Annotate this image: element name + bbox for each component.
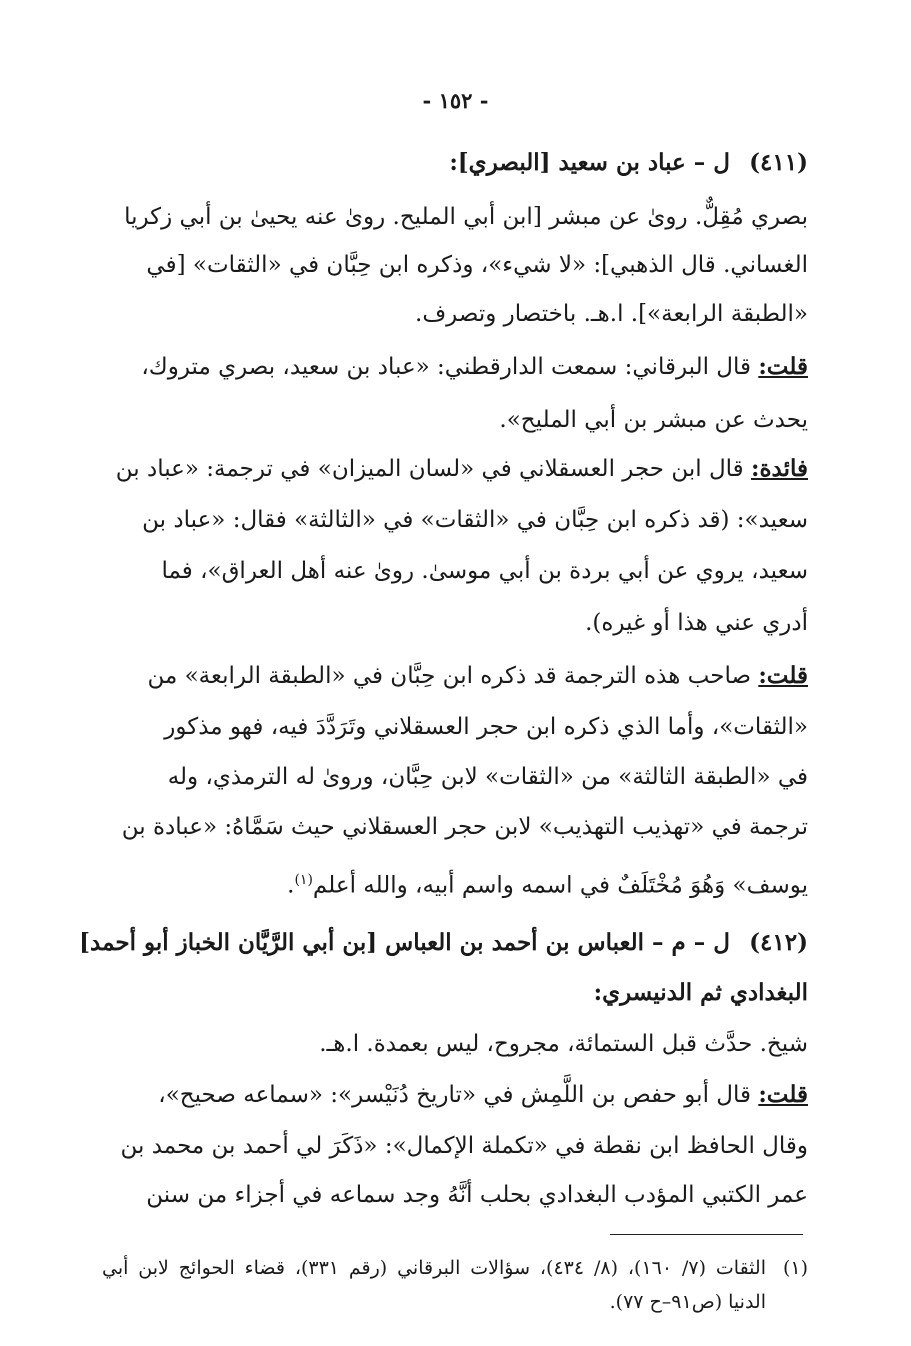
note-text: يوسف» وَهُوَ مُخْتَلَفٌ في اسمه واسم أبيه، والله أعلم	[312, 872, 808, 899]
entry-411-note2-line-2: «الثقات»، وأما الذي ذكره ابن حجر العسقلاني وتَرَدَّدَ فيه، فهو مذكور	[164, 714, 808, 740]
entry-411-faida-line-2: سعيد»: (قد ذكره ابن حِبَّان في «الثقات» في «الثالثة» فقال: «عباد بن	[142, 507, 808, 533]
footnote-separator	[610, 1234, 803, 1235]
entry-412-heading-line-2: البغدادي ثم الدنيسري:	[593, 979, 808, 1006]
note-text: قال أبو حفص بن اللَّمِش في «تاريخ دُنَيْسر»: «سماعه صحيح»،	[158, 1082, 759, 1108]
entry-411-note2-line-5	[180, 860, 808, 900]
entry-411-note2-line-4: ترجمة في «تهذيب التهذيب» لابن حجر العسقلاني حيث سَمَّاهُ: «عبادة بن	[121, 814, 808, 840]
entry-412-number: (٤١٢)	[749, 929, 808, 956]
note-text: صاحب هذه الترجمة قد ذكره ابن حِبَّان في «الطبقة الرابعة» من	[147, 663, 759, 689]
footnote-ref[interactable]: (١)	[294, 872, 313, 888]
entry-411-faida-line-4: أدري عني هذا أو غيره).	[585, 610, 808, 636]
qult-label: قلت:	[758, 353, 808, 380]
entry-412-title: ل – م – العباس بن أحمد بن العباس [بن أبي الرَّيَّان الخباز أبو أحمد]	[79, 929, 730, 956]
entry-411-note2-line-1	[147, 656, 808, 696]
entry-411-title: ل – عباد بن سعيد [البصري]:	[449, 149, 730, 176]
entry-412-line-1: شيخ. حدَّث قبل الستمائة، مجروح، ليس بعمدة. ا.هـ.	[319, 1031, 808, 1057]
faida-label: فائدة:	[750, 455, 808, 482]
qult-label: قلت:	[758, 1081, 808, 1108]
entry-412-heading	[79, 923, 808, 963]
entry-411-line-2: الغساني. قال الذهبي]: «لا شيء»، وذكره ابن حِبَّان في «الثقات» [في	[146, 252, 808, 278]
entry-411-note1-line-1	[141, 347, 808, 387]
faida-text: قال ابن حجر العسقلاني في «لسان الميزان» في ترجمة: «عباد بن	[115, 456, 751, 482]
entry-411-heading	[102, 143, 808, 183]
entry-412-note-line-2: وقال الحافظ ابن نقطة في «تكملة الإكمال»: «ذَكَرَ لي أحمد بن محمد بن	[120, 1133, 808, 1159]
entry-411-number: (٤١١)	[749, 149, 808, 176]
note-text-end: .	[287, 872, 295, 899]
page-number: - ١٥٢ -	[422, 88, 489, 113]
entry-411-note2-line-3: في «الطبقة الثالثة» من «الثقات» لابن حِبَّان، وروىٰ له الترمذي، وله	[167, 764, 808, 790]
qult-label: قلت:	[758, 662, 808, 689]
footnote-line-1: الثقات (٧/ ١٦٠)، (٨/ ٤٣٤)، سؤالات البرقاني (رقم ٣٣١)، قضاء الحوائج لابن أبي	[102, 1257, 766, 1279]
entry-412-note-line-1	[158, 1075, 808, 1115]
entry-411-faida-line-3: سعيد، يروي عن أبي بردة بن أبي موسىٰ. روىٰ عنه أهل العراق»، فما	[161, 558, 808, 584]
entry-411-faida-line-1	[115, 449, 808, 489]
entry-411-line-3: «الطبقة الرابعة»]. ا.هـ. باختصار وتصرف.	[415, 301, 808, 327]
footnote-number: (١)	[782, 1257, 808, 1279]
entry-411-line-1: بصري مُقِلٌّ. روىٰ عن مبشر [ابن أبي المليح. روىٰ عنه يحيىٰ بن أبي زكريا	[124, 204, 808, 230]
entry-411-note1-line-2: يحدث عن مبشر بن أبي المليح».	[499, 407, 808, 433]
note-text: قال البرقاني: سمعت الدارقطني: «عباد بن سعيد، بصري متروك،	[141, 354, 759, 380]
footnote-line-2: الدنيا (ص٩١–ح ٧٧).	[609, 1291, 766, 1313]
entry-412-note-line-3: عمر الكتبي المؤدب البغدادي بحلب أنَّهُ وجد سماعه في أجزاء من سنن	[146, 1182, 808, 1208]
